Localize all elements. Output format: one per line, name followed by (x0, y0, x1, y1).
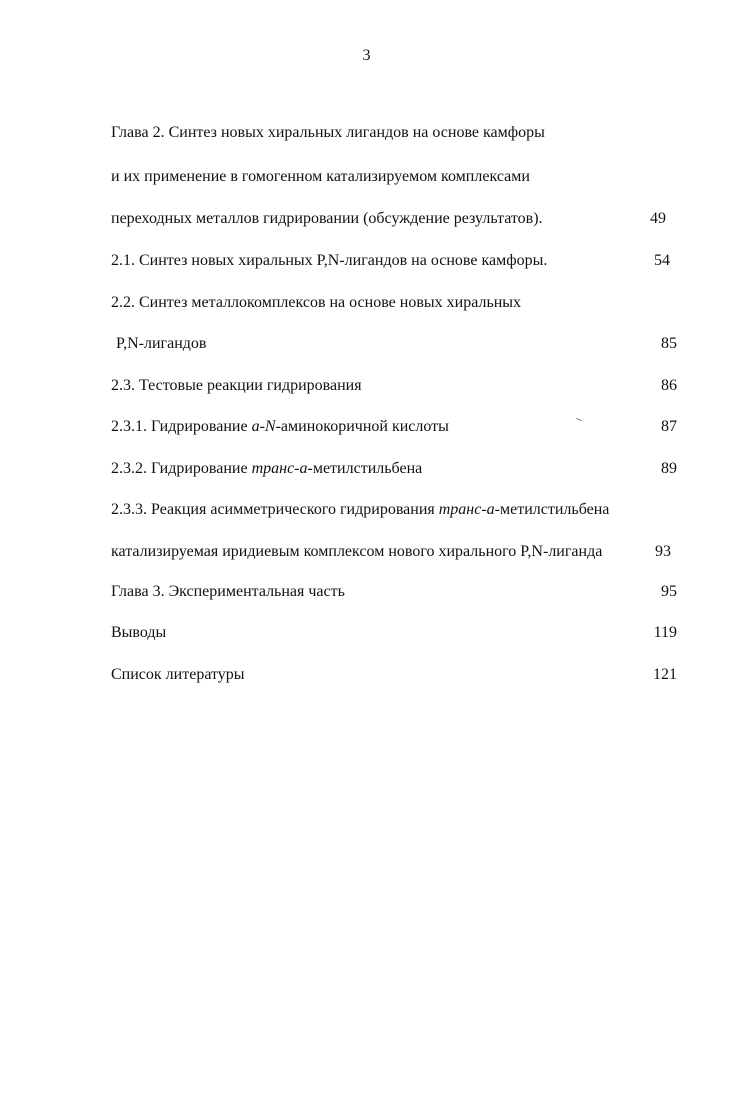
toc-entry-chapter-3 (111, 583, 677, 605)
toc-entry-2-1 (111, 252, 677, 274)
toc-entry-text-part: -метилстильбена (494, 501, 610, 518)
toc-entry-text: 2.3. Тестовые реакции гидрирования (111, 377, 362, 394)
toc-entry-text: Глава 3. Экспериментальная часть (111, 583, 345, 600)
toc-entry-chapter-2 (111, 124, 677, 146)
toc-page-number: 93 (655, 543, 671, 560)
toc-entry-text: и их применение в гомогенном катализируемом комплексами (111, 168, 530, 185)
page-number: 3 (362, 47, 371, 64)
toc-entry-text-part: -метилстильбена (307, 460, 423, 477)
toc-entry-text: Список литературы (111, 666, 245, 683)
toc-entry-text: переходных металлов гидрировании (обсуждение результатов). (111, 210, 543, 227)
toc-entry-2-3-3-cont (111, 543, 677, 565)
toc-entry-text-part: 2.3.1. Гидрирование (111, 418, 252, 435)
toc-entry-text: катализируемая иридиевым комплексом нового хирального P,N-лиганда (111, 543, 603, 560)
toc-entry-chapter-2-cont (111, 168, 677, 190)
toc-entry-2-2-cont (111, 335, 677, 357)
toc-entry-text-italic: транс-а (438, 501, 495, 518)
toc-entry-text: 2.2. Синтез металлокомплексов на основе новых хиральных (111, 294, 522, 311)
toc-page-number: 49 (650, 210, 666, 227)
toc-page-number: 89 (661, 460, 677, 477)
toc-page-number: 119 (653, 624, 677, 641)
toc-entry-text: Глава 2. Синтез новых хиральных лигандов на основе камфоры (111, 124, 545, 141)
toc-page-number: 95 (661, 583, 677, 600)
toc-entry-text: 2.1. Синтез новых хиральных P,N-лигандов на основе камфоры. (111, 252, 548, 269)
toc-entry-text-italic: а-N (251, 418, 276, 435)
toc-entry-2-3-1 (111, 418, 677, 440)
toc-entry-text (111, 460, 422, 478)
toc-page-number: 54 (654, 252, 670, 269)
toc-page-number: 86 (661, 377, 677, 394)
toc-entry-2-3-2 (111, 460, 677, 482)
toc-entry-conclusions (111, 624, 677, 646)
toc-entry-text-part: 2.3.2. Гидрирование (111, 460, 252, 477)
toc-entry-2-3 (111, 377, 677, 399)
toc-entry-references (111, 666, 677, 688)
toc-page-number: 87 (661, 418, 677, 435)
toc-entry-text-part: -аминокоричной кислоты (275, 418, 449, 435)
toc-entry-text: P,N-лигандов (116, 335, 207, 352)
toc-entry-text (111, 418, 449, 436)
toc-entry-text-part: 2.3.3. Реакция асимметрического гидрирования (111, 501, 439, 518)
toc-entry-2-2 (111, 294, 677, 316)
toc-entry-text-italic: транс-а (251, 460, 308, 477)
toc-page-number: 121 (653, 666, 677, 683)
toc-entry-text: Выводы (111, 624, 167, 641)
toc-entry-chapter-2-cont (111, 210, 677, 232)
toc-entry-text (111, 501, 609, 519)
toc-entry-2-3-3 (111, 501, 677, 523)
toc-page-number: 85 (661, 335, 677, 352)
